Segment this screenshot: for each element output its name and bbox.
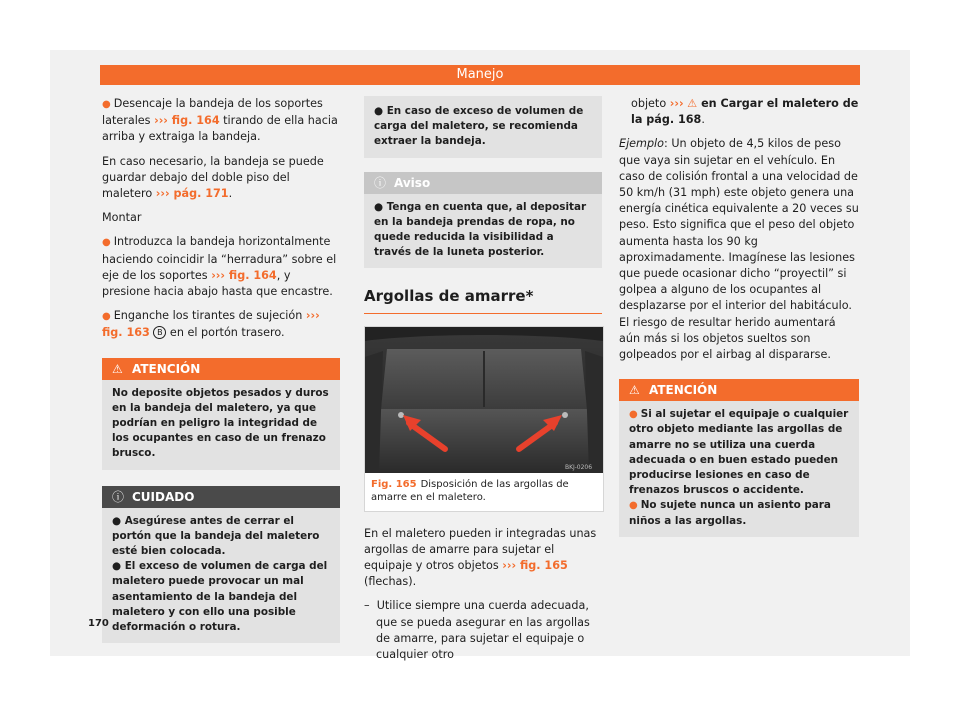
- caution-item: ● El exceso de volumen de carga del maletero puede provocar un mal asentamiento de la bandeja del maletero y con ello una posible deformación o rotura.: [112, 560, 328, 634]
- paragraph-store-tray: En caso necesario, la bandeja se puede guardar debajo del doble piso del maletero ››› pág. 171.: [102, 154, 324, 201]
- info-circle-icon: ⓘ: [374, 175, 387, 190]
- cross-reference-link[interactable]: ›››: [669, 97, 684, 110]
- paragraph-example: Ejemplo: Un objeto de 4,5 kilos de peso que vaya sin sujetar en el vehículo. En caso de colisión frontal a una velocidad de 50 km/h (31 mph) este objeto genera una energía cinética equivalente a 20 veces su peso. Esto significa que el peso del objeto aumenta hasta los 90 kg aproximadamente. Imagínese las lesiones que puede ocasionar dicho “proyectil” si golpea a alguno de los ocupantes al desplazarse por el interior del habitáculo. El riesgo de resultar herido aumentará aún más si los objetos sueltos son golpeados por el airbag al dispararse.: [619, 137, 859, 362]
- info-circle-icon: ⓘ: [112, 489, 125, 504]
- figure-165: [364, 326, 604, 512]
- bullet-icon: ●: [374, 105, 387, 117]
- caution-header: ⓘ CUIDADO: [102, 486, 340, 508]
- section-title: Argollas de amarre*: [364, 288, 602, 313]
- paragraph-continuation: objeto ››› ⚠ en Cargar el maletero de la pág. 168.: [631, 97, 859, 127]
- figure-caption: Fig. 165 Disposición de las argollas de amarre en el maletero.: [371, 478, 569, 503]
- cross-reference-link[interactable]: ››› fig. 164: [154, 114, 220, 128]
- bullet-icon: ●: [374, 200, 387, 213]
- bullet-icon: ●: [629, 500, 638, 512]
- warning-triangle-icon: ⚠: [687, 97, 698, 110]
- aviso-text: Tenga en cuenta que, al depositar en la bandeja prendas de ropa, no quede reducida la visibilidad a través de la luneta posterior.: [374, 200, 587, 259]
- caution-item: ● Asegúrese antes de cerrar el portón que la bandeja del maletero esté bien colocada.: [112, 514, 320, 558]
- cross-reference-link[interactable]: ››› fig. 165: [502, 559, 568, 573]
- column-right: [619, 96, 859, 537]
- bullet-icon: ●: [629, 409, 638, 421]
- bullet-icon: ●: [102, 237, 111, 249]
- bullet-icon: ●: [102, 311, 111, 323]
- paragraph-remove-tray: ● Desencaje la bandeja de los soportes laterales ››› fig. 164 tirando de ella hacia arriba y extraiga la bandeja.: [102, 97, 338, 144]
- warning-item: ● No sujete nunca un asiento para niños a las argollas.: [629, 499, 831, 527]
- bullet-icon: ●: [102, 99, 111, 110]
- note-box: [364, 96, 602, 158]
- subheading-montar: Montar: [102, 211, 142, 225]
- paragraph-insert-tray: ● Introduzca la bandeja horizontalmente haciendo coincidir la “herradura” sobre el eje de los soportes ››› fig. 164, y presione hacia abajo hasta que encastre.: [102, 235, 337, 299]
- column-left: [102, 96, 340, 643]
- column-middle: [364, 96, 602, 671]
- marker-b: B: [153, 326, 166, 339]
- page-number: 170: [88, 618, 109, 629]
- warning-item: ● Si al sujetar el equipaje o cualquier otro objeto mediante las argollas de amarre no se utiliza una cuerda adecuada o en buen estado pueden producirse lesiones en caso de frenazos bruscos o accidente.: [629, 408, 849, 497]
- warning-header: ⚠ ATENCIÓN: [619, 379, 859, 401]
- warning-text: No deposite objetos pesados y duros en la bandeja del maletero, ya que podrían en peligro la integridad de los ocupantes en caso de un frenazo brusco.: [112, 386, 329, 460]
- note-text: En caso de exceso de volumen de carga del maletero, se recomienda extraer la bandeja.: [374, 105, 584, 148]
- warning-triangle-icon: ⚠: [629, 383, 640, 398]
- warning-box: [619, 379, 859, 537]
- trunk-illustration: [365, 327, 603, 473]
- aviso-header: ⓘ Aviso: [364, 172, 602, 194]
- cross-reference-link[interactable]: ››› pág. 171: [155, 187, 229, 201]
- aviso-box: [364, 172, 602, 269]
- dash-list-item: – Utilice siempre una cuerda adecuada, que se pueda asegurar en las argollas de amarre, para sujetar el equipaje o cualquier otro: [364, 599, 590, 662]
- paragraph-hook-straps: ● Enganche los tirantes de sujeción ››› fig. 163 B en el portón trasero.: [102, 309, 320, 340]
- cross-reference-link[interactable]: ››› fig. 163: [102, 309, 320, 340]
- cross-reference-link[interactable]: ››› fig. 164: [211, 268, 277, 282]
- bullet-icon: ●: [112, 560, 125, 573]
- bullet-icon: ●: [112, 514, 125, 527]
- warning-box: [102, 358, 340, 470]
- caution-box: [102, 486, 340, 644]
- figure-code: BKJ-0206: [565, 463, 593, 471]
- paragraph-rings: En el maletero pueden ir integradas unas argollas de amarre para sujetar el equipaje y otros objetos ››› fig. 165 (flechas).: [364, 526, 597, 589]
- warning-header: ⚠ ATENCIÓN: [102, 358, 340, 380]
- chapter-header: Manejo: [100, 65, 860, 85]
- warning-triangle-icon: ⚠: [112, 361, 123, 376]
